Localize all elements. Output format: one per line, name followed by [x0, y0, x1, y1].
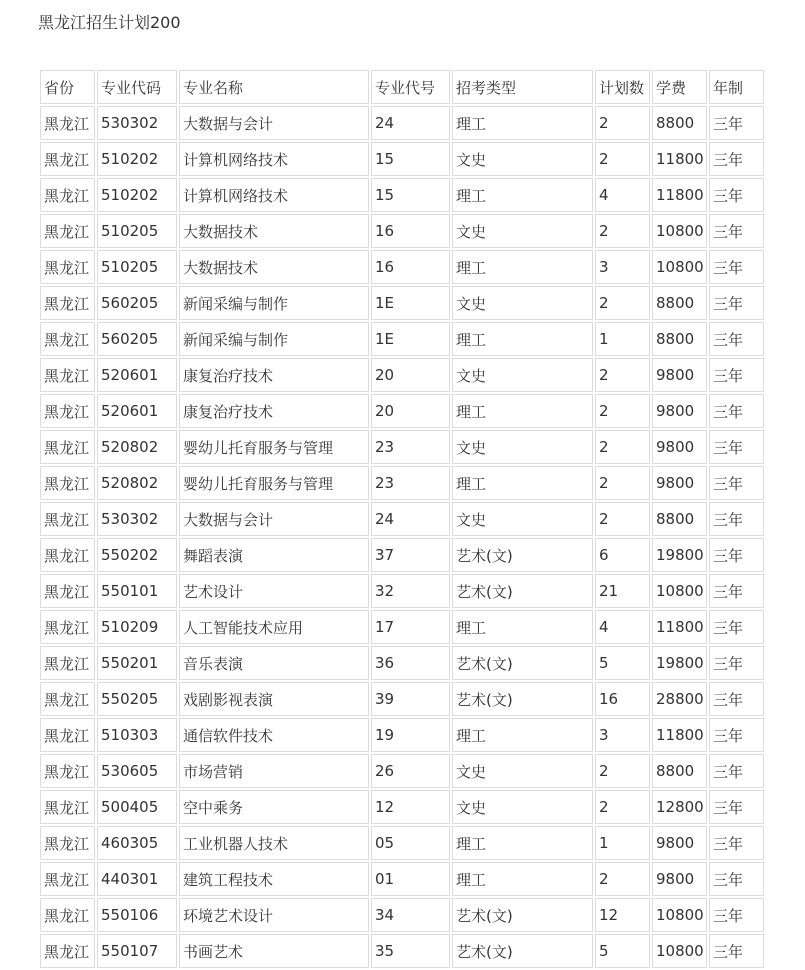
table-row: [40, 826, 764, 860]
cell-duration: 三年: [709, 826, 764, 860]
cell-province: 黑龙江: [40, 754, 95, 788]
table-row: [40, 178, 764, 212]
header-cell-major-name: 专业名称: [179, 70, 369, 104]
cell-plan-count: 2: [595, 430, 650, 464]
cell-major-id: 39: [371, 682, 450, 716]
cell-major-name: 通信软件技术: [179, 718, 369, 752]
table-row: [40, 934, 764, 968]
cell-province: 黑龙江: [40, 538, 95, 572]
table-row: [40, 718, 764, 752]
table-body: [40, 70, 764, 968]
cell-province: 黑龙江: [40, 934, 95, 968]
cell-plan-count: 1: [595, 322, 650, 356]
cell-major-id: 05: [371, 826, 450, 860]
cell-province: 黑龙江: [40, 106, 95, 140]
cell-tuition: 9800: [652, 862, 707, 896]
cell-exam-type: 艺术(文): [452, 574, 593, 608]
cell-exam-type: 理工: [452, 862, 593, 896]
cell-major-code: 530302: [97, 502, 177, 536]
cell-major-name: 新闻采编与制作: [179, 286, 369, 320]
cell-tuition: 9800: [652, 430, 707, 464]
cell-province: 黑龙江: [40, 178, 95, 212]
table-row: [40, 790, 764, 824]
cell-exam-type: 理工: [452, 718, 593, 752]
cell-major-code: 530302: [97, 106, 177, 140]
header-cell-major-id: 专业代号: [371, 70, 450, 104]
cell-duration: 三年: [709, 178, 764, 212]
cell-province: 黑龙江: [40, 610, 95, 644]
cell-plan-count: 2: [595, 754, 650, 788]
cell-major-id: 20: [371, 394, 450, 428]
cell-tuition: 8800: [652, 286, 707, 320]
table-row: [40, 502, 764, 536]
cell-duration: 三年: [709, 898, 764, 932]
cell-major-name: 艺术设计: [179, 574, 369, 608]
cell-duration: 三年: [709, 502, 764, 536]
cell-exam-type: 文史: [452, 286, 593, 320]
table-row: [40, 322, 764, 356]
cell-major-code: 510205: [97, 250, 177, 284]
cell-plan-count: 2: [595, 286, 650, 320]
cell-duration: 三年: [709, 754, 764, 788]
cell-plan-count: 2: [595, 142, 650, 176]
cell-exam-type: 文史: [452, 790, 593, 824]
cell-major-code: 520601: [97, 394, 177, 428]
cell-duration: 三年: [709, 358, 764, 392]
cell-duration: 三年: [709, 682, 764, 716]
cell-tuition: 12800: [652, 790, 707, 824]
cell-major-name: 建筑工程技术: [179, 862, 369, 896]
cell-province: 黑龙江: [40, 862, 95, 896]
cell-major-name: 工业机器人技术: [179, 826, 369, 860]
cell-tuition: 8800: [652, 322, 707, 356]
cell-tuition: 11800: [652, 142, 707, 176]
cell-duration: 三年: [709, 646, 764, 680]
cell-major-code: 530605: [97, 754, 177, 788]
cell-duration: 三年: [709, 142, 764, 176]
cell-duration: 三年: [709, 466, 764, 500]
cell-tuition: 10800: [652, 250, 707, 284]
cell-major-name: 空中乘务: [179, 790, 369, 824]
cell-exam-type: 理工: [452, 466, 593, 500]
cell-major-id: 36: [371, 646, 450, 680]
cell-plan-count: 2: [595, 790, 650, 824]
cell-exam-type: 艺术(文): [452, 682, 593, 716]
cell-duration: 三年: [709, 934, 764, 968]
table-row: [40, 754, 764, 788]
cell-major-code: 500405: [97, 790, 177, 824]
cell-major-code: 460305: [97, 826, 177, 860]
cell-exam-type: 文史: [452, 502, 593, 536]
cell-major-name: 大数据技术: [179, 214, 369, 248]
cell-major-code: 510209: [97, 610, 177, 644]
table-row: [40, 682, 764, 716]
cell-plan-count: 21: [595, 574, 650, 608]
enrollment-plan-table: [38, 68, 766, 970]
cell-duration: 三年: [709, 430, 764, 464]
header-cell-exam-type: 招考类型: [452, 70, 593, 104]
header-cell-duration: 年制: [709, 70, 764, 104]
cell-major-id: 26: [371, 754, 450, 788]
cell-tuition: 19800: [652, 646, 707, 680]
cell-major-code: 510303: [97, 718, 177, 752]
cell-major-id: 24: [371, 106, 450, 140]
cell-tuition: 10800: [652, 214, 707, 248]
cell-duration: 三年: [709, 322, 764, 356]
cell-major-name: 舞蹈表演: [179, 538, 369, 572]
table-row: [40, 106, 764, 140]
cell-major-name: 音乐表演: [179, 646, 369, 680]
cell-duration: 三年: [709, 574, 764, 608]
cell-exam-type: 理工: [452, 322, 593, 356]
cell-major-name: 康复治疗技术: [179, 358, 369, 392]
cell-major-name: 人工智能技术应用: [179, 610, 369, 644]
cell-province: 黑龙江: [40, 394, 95, 428]
cell-major-code: 510202: [97, 178, 177, 212]
cell-exam-type: 理工: [452, 106, 593, 140]
cell-province: 黑龙江: [40, 250, 95, 284]
cell-exam-type: 艺术(文): [452, 934, 593, 968]
cell-plan-count: 3: [595, 250, 650, 284]
cell-exam-type: 理工: [452, 250, 593, 284]
cell-duration: 三年: [709, 538, 764, 572]
cell-province: 黑龙江: [40, 502, 95, 536]
cell-province: 黑龙江: [40, 826, 95, 860]
cell-province: 黑龙江: [40, 286, 95, 320]
cell-major-name: 新闻采编与制作: [179, 322, 369, 356]
cell-duration: 三年: [709, 394, 764, 428]
cell-tuition: 11800: [652, 178, 707, 212]
cell-major-id: 15: [371, 142, 450, 176]
cell-tuition: 9800: [652, 826, 707, 860]
cell-major-id: 34: [371, 898, 450, 932]
cell-plan-count: 12: [595, 898, 650, 932]
cell-plan-count: 2: [595, 502, 650, 536]
cell-tuition: 8800: [652, 106, 707, 140]
table-row: [40, 250, 764, 284]
cell-major-id: 23: [371, 466, 450, 500]
table-row: [40, 214, 764, 248]
cell-tuition: 19800: [652, 538, 707, 572]
header-cell-major-code: 专业代码: [97, 70, 177, 104]
cell-plan-count: 5: [595, 934, 650, 968]
cell-exam-type: 理工: [452, 610, 593, 644]
cell-major-code: 520802: [97, 466, 177, 500]
cell-duration: 三年: [709, 250, 764, 284]
cell-plan-count: 2: [595, 214, 650, 248]
cell-tuition: 28800: [652, 682, 707, 716]
cell-exam-type: 理工: [452, 826, 593, 860]
table-row: [40, 574, 764, 608]
cell-major-code: 550106: [97, 898, 177, 932]
cell-major-id: 16: [371, 250, 450, 284]
cell-major-id: 1E: [371, 286, 450, 320]
cell-major-id: 19: [371, 718, 450, 752]
cell-major-id: 01: [371, 862, 450, 896]
cell-province: 黑龙江: [40, 322, 95, 356]
cell-tuition: 9800: [652, 394, 707, 428]
cell-major-code: 440301: [97, 862, 177, 896]
cell-plan-count: 2: [595, 358, 650, 392]
cell-exam-type: 文史: [452, 214, 593, 248]
cell-major-id: 17: [371, 610, 450, 644]
header-cell-province: 省份: [40, 70, 95, 104]
cell-province: 黑龙江: [40, 142, 95, 176]
cell-major-id: 12: [371, 790, 450, 824]
cell-province: 黑龙江: [40, 466, 95, 500]
cell-major-code: 550201: [97, 646, 177, 680]
cell-exam-type: 文史: [452, 142, 593, 176]
cell-plan-count: 2: [595, 466, 650, 500]
cell-plan-count: 1: [595, 826, 650, 860]
cell-plan-count: 4: [595, 610, 650, 644]
cell-major-name: 大数据与会计: [179, 502, 369, 536]
cell-duration: 三年: [709, 790, 764, 824]
table-row: [40, 610, 764, 644]
cell-duration: 三年: [709, 718, 764, 752]
cell-province: 黑龙江: [40, 682, 95, 716]
cell-major-name: 大数据与会计: [179, 106, 369, 140]
cell-major-name: 计算机网络技术: [179, 178, 369, 212]
cell-major-name: 书画艺术: [179, 934, 369, 968]
cell-major-id: 32: [371, 574, 450, 608]
cell-duration: 三年: [709, 286, 764, 320]
table-row: [40, 466, 764, 500]
cell-tuition: 8800: [652, 754, 707, 788]
cell-major-code: 550205: [97, 682, 177, 716]
cell-exam-type: 文史: [452, 430, 593, 464]
table-row: [40, 142, 764, 176]
cell-major-id: 37: [371, 538, 450, 572]
cell-major-name: 戏剧影视表演: [179, 682, 369, 716]
cell-exam-type: 艺术(文): [452, 898, 593, 932]
cell-major-id: 16: [371, 214, 450, 248]
cell-major-name: 计算机网络技术: [179, 142, 369, 176]
cell-duration: 三年: [709, 862, 764, 896]
cell-province: 黑龙江: [40, 430, 95, 464]
cell-province: 黑龙江: [40, 646, 95, 680]
cell-tuition: 8800: [652, 502, 707, 536]
table-row: [40, 430, 764, 464]
cell-exam-type: 艺术(文): [452, 646, 593, 680]
table-row: [40, 646, 764, 680]
cell-tuition: 9800: [652, 358, 707, 392]
table-row: [40, 862, 764, 896]
cell-plan-count: 5: [595, 646, 650, 680]
cell-major-name: 环境艺术设计: [179, 898, 369, 932]
cell-province: 黑龙江: [40, 898, 95, 932]
cell-plan-count: 2: [595, 862, 650, 896]
cell-tuition: 10800: [652, 898, 707, 932]
table-row: [40, 358, 764, 392]
cell-plan-count: 4: [595, 178, 650, 212]
cell-province: 黑龙江: [40, 214, 95, 248]
cell-major-code: 510202: [97, 142, 177, 176]
cell-major-id: 1E: [371, 322, 450, 356]
cell-exam-type: 文史: [452, 358, 593, 392]
cell-major-name: 市场营销: [179, 754, 369, 788]
cell-major-id: 35: [371, 934, 450, 968]
cell-exam-type: 文史: [452, 754, 593, 788]
cell-major-id: 20: [371, 358, 450, 392]
cell-plan-count: 2: [595, 106, 650, 140]
cell-tuition: 11800: [652, 610, 707, 644]
cell-plan-count: 3: [595, 718, 650, 752]
cell-major-name: 婴幼儿托育服务与管理: [179, 430, 369, 464]
table-row: [40, 394, 764, 428]
cell-tuition: 9800: [652, 466, 707, 500]
cell-plan-count: 6: [595, 538, 650, 572]
header-cell-plan-count: 计划数: [595, 70, 650, 104]
cell-exam-type: 艺术(文): [452, 538, 593, 572]
cell-major-id: 23: [371, 430, 450, 464]
cell-plan-count: 16: [595, 682, 650, 716]
cell-tuition: 11800: [652, 718, 707, 752]
cell-major-code: 550202: [97, 538, 177, 572]
cell-exam-type: 理工: [452, 394, 593, 428]
cell-tuition: 10800: [652, 934, 707, 968]
cell-major-code: 520802: [97, 430, 177, 464]
cell-major-code: 560205: [97, 286, 177, 320]
table-row: [40, 286, 764, 320]
cell-tuition: 10800: [652, 574, 707, 608]
cell-province: 黑龙江: [40, 358, 95, 392]
cell-duration: 三年: [709, 610, 764, 644]
cell-major-code: 560205: [97, 322, 177, 356]
cell-exam-type: 理工: [452, 178, 593, 212]
cell-major-name: 康复治疗技术: [179, 394, 369, 428]
cell-province: 黑龙江: [40, 574, 95, 608]
table-row: [40, 898, 764, 932]
cell-major-id: 24: [371, 502, 450, 536]
cell-major-code: 510205: [97, 214, 177, 248]
cell-duration: 三年: [709, 214, 764, 248]
page-title: 黑龙江招生计划200: [38, 13, 181, 32]
cell-major-id: 15: [371, 178, 450, 212]
cell-major-name: 婴幼儿托育服务与管理: [179, 466, 369, 500]
table-row: [40, 538, 764, 572]
header-cell-tuition: 学费: [652, 70, 707, 104]
cell-province: 黑龙江: [40, 790, 95, 824]
cell-plan-count: 2: [595, 394, 650, 428]
table-header-row: [40, 70, 764, 104]
cell-major-code: 550101: [97, 574, 177, 608]
cell-duration: 三年: [709, 106, 764, 140]
cell-major-code: 520601: [97, 358, 177, 392]
cell-province: 黑龙江: [40, 718, 95, 752]
cell-major-name: 大数据技术: [179, 250, 369, 284]
cell-major-code: 550107: [97, 934, 177, 968]
